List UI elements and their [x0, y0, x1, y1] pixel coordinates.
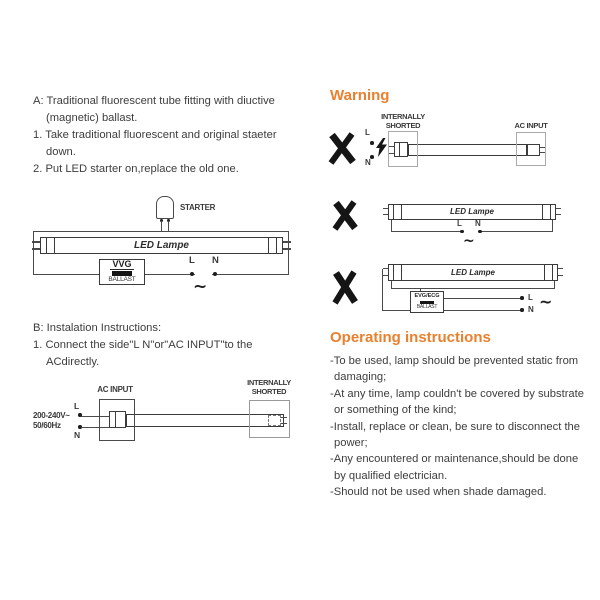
text-line: or something of the kind;	[334, 404, 457, 417]
text-line: power;	[334, 437, 368, 450]
text-line: -Any encountered or maintenance,should be done	[330, 453, 579, 466]
wire-segment	[481, 231, 553, 232]
l-terminal-label: L	[189, 255, 195, 266]
led-tube	[408, 144, 527, 156]
x-mark-icon	[327, 130, 357, 166]
starter-cylinder	[156, 196, 174, 219]
tube-label: LED Lampe	[133, 239, 189, 251]
l-terminal-dot	[190, 272, 194, 276]
ac-symbol: ~	[193, 277, 208, 297]
ac-symbol: ~	[463, 233, 475, 249]
text-line: down.	[46, 146, 76, 158]
l-terminal-label: L	[74, 401, 79, 411]
n-terminal-dot	[370, 155, 374, 159]
ac-input-label: AC INPUT	[514, 121, 548, 130]
wire-segment	[391, 220, 392, 231]
text-line: A: Traditional fluorescent tube fitting with diuctive	[33, 95, 275, 107]
label-line: SHORTED	[385, 120, 421, 130]
tube-pin	[32, 241, 40, 243]
text-line: -To be used, lamp should be prevented static from	[330, 355, 579, 367]
lightning-icon	[376, 138, 387, 157]
l-terminal-label: L	[528, 293, 533, 302]
ac-input-box	[516, 132, 546, 166]
ac-input-label: AC INPUT	[97, 385, 133, 394]
text-line: -Install, replace or clean, be sure to disconnect the	[330, 420, 580, 433]
ballast-box	[99, 259, 145, 285]
tube-pin	[283, 241, 291, 243]
tube-label: LED Lampe	[449, 207, 494, 216]
l-terminal-dot	[370, 141, 374, 145]
warning-title: Warning	[330, 87, 390, 104]
text-line: -Should not be used when shade damaged.	[330, 486, 547, 499]
x-mark-icon	[331, 198, 359, 232]
ballast-type-label: VVG	[112, 259, 132, 270]
n-terminal-label: N	[74, 430, 80, 440]
n-terminal-label: N	[475, 219, 481, 228]
ballast-type-label: EVG/ECG	[414, 292, 440, 299]
text-line: by qualified electrician.	[334, 469, 448, 482]
text-line: 1. Connect the side"L N"or"AC INPUT"to the	[33, 339, 253, 351]
n-terminal-dot	[213, 272, 217, 276]
n-terminal-label: N	[212, 255, 219, 266]
operating-title: Operating instructions	[330, 329, 491, 346]
wire-segment	[552, 220, 553, 231]
wire-segment	[554, 281, 555, 288]
label-line: INTERNALLY	[381, 112, 425, 121]
text-line: 2. Put LED starter on,replace the old one.	[33, 163, 239, 175]
x-mark-icon	[331, 268, 359, 306]
n-terminal-label: N	[528, 305, 534, 314]
text-line: B: Instalation Instructions:	[33, 322, 162, 334]
wire-segment	[391, 231, 461, 232]
operating-text	[330, 353, 584, 501]
text-line: ACdirectly.	[46, 356, 100, 368]
wire-segment	[444, 298, 521, 299]
ballast-label: BALLAST	[416, 304, 438, 311]
led-tube	[388, 264, 558, 281]
connection-diagram	[30, 377, 300, 457]
text-line: damaging;	[334, 371, 387, 384]
frequency-label: 50/60Hz	[33, 421, 61, 430]
voltage-label: 200-240V~	[33, 411, 70, 420]
internally-shorted-box	[388, 131, 418, 167]
main-wiring-diagram	[30, 190, 310, 302]
warning-diagram-1	[325, 112, 583, 176]
led-tube	[388, 204, 556, 220]
tube-label: LED Lampe	[450, 267, 495, 277]
ac-input-box	[99, 399, 135, 441]
tube-pin	[32, 248, 40, 250]
internally-shorted-label	[237, 379, 301, 396]
text-line: -At any time, lamp couldn't be covered by substrate	[330, 387, 584, 400]
n-terminal-dot	[520, 308, 524, 312]
label-line: SHORTED	[251, 386, 287, 396]
internally-shorted-label	[373, 113, 433, 130]
wire-segment	[161, 221, 162, 231]
section-a-text	[33, 93, 277, 178]
n-terminal-label: N	[365, 158, 371, 167]
wire-segment	[382, 310, 522, 311]
wire-segment	[168, 221, 169, 231]
led-tube	[40, 237, 283, 254]
l-terminal-label: L	[365, 128, 370, 137]
internally-shorted-box	[249, 400, 290, 438]
text-line: 1. Take traditional fluorescent and original staeter	[33, 129, 277, 141]
section-b-text	[33, 320, 252, 371]
wire-segment	[391, 288, 555, 289]
wire-segment	[391, 281, 392, 288]
l-terminal-dot	[520, 296, 524, 300]
n-terminal-dot	[478, 230, 482, 234]
wire-segment	[382, 269, 383, 310]
l-terminal-label: L	[457, 219, 462, 228]
ballast-box	[410, 291, 444, 313]
starter-label: STARTER	[180, 203, 216, 212]
warning-diagram-2	[325, 195, 583, 250]
tube-pin	[283, 248, 291, 250]
ac-symbol: ~	[539, 292, 553, 311]
label-line: INTERNALLY	[247, 378, 291, 387]
text-line: (magnetic) ballast.	[46, 112, 138, 124]
warning-diagram-3	[325, 258, 583, 324]
ballast-label: BALLAST	[108, 276, 136, 284]
